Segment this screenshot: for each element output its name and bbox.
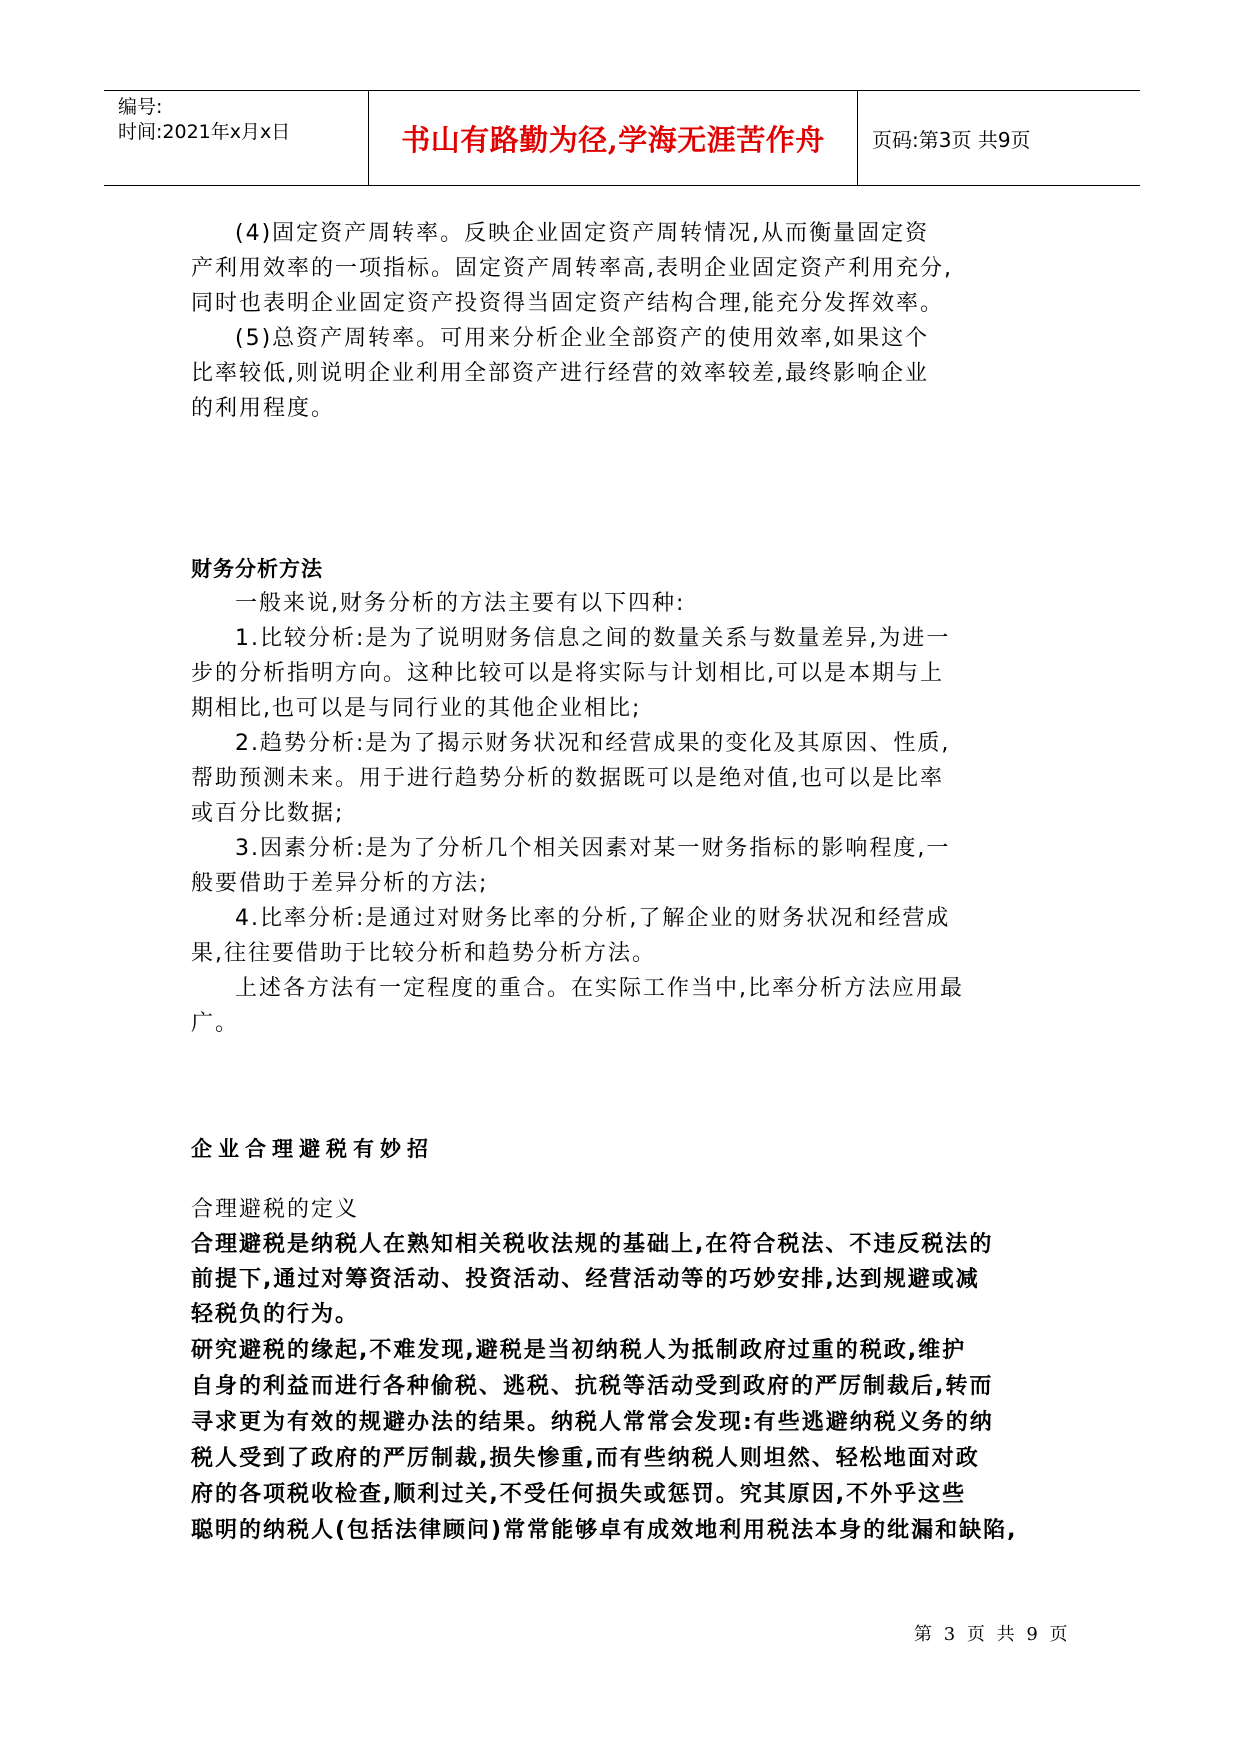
paragraph-line: 上述各方法有一定程度的重合。在实际工作当中,比率分析方法应用最	[235, 976, 964, 1001]
paragraph-line: 果,往往要借助于比较分析和趋势分析方法。	[191, 941, 656, 966]
section-heading-tax: 企业合理避税有妙招	[191, 1137, 434, 1161]
paragraph-line: (5)总资产周转率。可用来分析企业全部资产的使用效率,如果这个	[235, 326, 930, 351]
paragraph-line: 轻税负的行为。	[191, 1302, 360, 1327]
document-number-label: 编号:	[118, 96, 163, 118]
paragraph-line: 税人受到了政府的严厉制裁,损失惨重,而有些纳税人则坦然、轻松地面对政	[191, 1446, 980, 1471]
paragraph-line: 步的分析指明方向。这种比较可以是将实际与计划相比,可以是本期与上	[191, 661, 944, 686]
paragraph-line: 1.比较分析:是为了说明财务信息之间的数量关系与数量差异,为进一	[235, 626, 951, 651]
paragraph-line: 帮助预测未来。用于进行趋势分析的数据既可以是绝对值,也可以是比率	[191, 766, 944, 791]
paragraph-line: 广。	[191, 1011, 240, 1036]
paragraph-line: 2.趋势分析:是为了揭示财务状况和经营成果的变化及其原因、性质,	[235, 731, 951, 756]
paragraph-line: 的利用程度。	[191, 396, 336, 421]
header-motto: 书山有路勤为径,学海无涯苦作舟	[401, 122, 825, 157]
paragraph-line: 比率较低,则说明企业利用全部资产进行经营的效率较差,最终影响企业	[191, 361, 929, 386]
footer-page-number: 第 3 页 共 9 页	[914, 1624, 1071, 1645]
subheading-definition: 合理避税的定义	[191, 1197, 360, 1222]
paragraph-line: 3.因素分析:是为了分析几个相关因素对某一财务指标的影响程度,一	[235, 836, 951, 861]
paragraph-line: 同时也表明企业固定资产投资得当固定资产结构合理,能充分发挥效率。	[191, 291, 944, 316]
section-heading-methods: 财务分析方法	[191, 557, 323, 581]
paragraph-line: 般要借助于差异分析的方法;	[191, 871, 489, 896]
document-time-label: 时间:2021年x月x日	[118, 121, 291, 143]
paragraph-line: 一般来说,财务分析的方法主要有以下四种:	[235, 591, 686, 616]
paragraph-line: 或百分比数据;	[191, 801, 345, 826]
paragraph-line: 产利用效率的一项指标。固定资产周转率高,表明企业固定资产利用充分,	[191, 256, 953, 281]
paragraph-line: 研究避税的缘起,不难发现,避税是当初纳税人为抵制政府过重的税政,维护	[191, 1338, 967, 1363]
paragraph-line: 聪明的纳税人(包括法律顾问)常常能够卓有成效地利用税法本身的纰漏和缺陷,	[191, 1518, 1018, 1543]
paragraph-line: 寻求更为有效的规避办法的结果。纳税人常常会发现:有些逃避纳税义务的纳	[191, 1410, 994, 1435]
paragraph-line: 期相比,也可以是与同行业的其他企业相比;	[191, 696, 642, 721]
paragraph-line: 前提下,通过对筹资活动、投资活动、经营活动等的巧妙安排,达到规避或减	[191, 1267, 980, 1292]
paragraph-line: (4)固定资产周转率。反映企业固定资产周转情况,从而衡量固定资	[235, 221, 930, 246]
paragraph-line: 自身的利益而进行各种偷税、逃税、抗税等活动受到政府的严厉制裁后,转而	[191, 1374, 994, 1399]
paragraph-line: 4.比率分析:是通过对财务比率的分析,了解企业的财务状况和经营成	[235, 906, 951, 931]
header-motto-cell	[368, 91, 858, 185]
paragraph-line: 合理避税是纳税人在熟知相关税收法规的基础上,在符合税法、不违反税法的	[191, 1232, 994, 1257]
header-page-cell	[858, 91, 1140, 185]
header-info-cell	[104, 91, 368, 185]
header-table	[104, 90, 1140, 186]
header-page-number: 页码:第3页 共9页	[872, 127, 1031, 152]
paragraph-line: 府的各项税收检查,顺利过关,不受任何损失或惩罚。究其原因,不外乎这些	[191, 1482, 967, 1507]
